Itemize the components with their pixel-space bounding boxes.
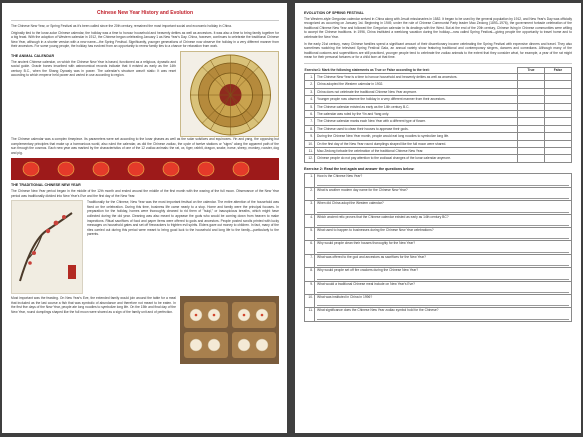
- traditional-new-year-paragraph-3: Most important was the feasting. On New Year's Eve, the extended family would join around the table for a meal that included as the last course a fish that was symbolic of abundance and therefore not meant to be eaten. In the first five days of the New Year, people ate long noodles to symbolize long life. On the 15th and final day of the New Year, round dumplings shaped like the full moon were shared as a sign of the family unit and of perfection.: [11, 296, 176, 314]
- statement-row: [305, 148, 572, 155]
- question-number: 1.: [305, 174, 315, 187]
- question-text: What was offered to the god and ancestors as sacrifices for the New Year?: [317, 254, 426, 259]
- dumplings-image: [180, 296, 279, 364]
- statement-row: [305, 140, 572, 147]
- statement-number: 1.: [305, 73, 315, 80]
- section-heading-animal-calendar: THE ANIMAL CALENDAR: [11, 53, 55, 58]
- true-column-header: True: [518, 67, 545, 73]
- statement-number: 2.: [305, 81, 315, 88]
- statement-number: 5.: [305, 103, 315, 110]
- question-number: 5.: [305, 227, 315, 240]
- statement-text: The calendar was ruled by the Yin and Yang only.: [315, 110, 518, 117]
- title-divider: [11, 20, 279, 21]
- false-answer-cell[interactable]: [545, 103, 572, 110]
- animal-calendar-paragraph-2: The Chinese calendar was a complex timepiece. Its parameters were set according to the lunar phases as well as the solar solstices and equinoxes. Yin and yang, the opposing but complementary principles that make up a harmonious world, also ruled the calendar, as did the Chinese zodiac, the cycle of twelve stations or "signs" along the apparent path of the sun through the cosmos. Each new year was marked by the characteristics of one of the 12 zodiac animals: the rat, ox, tiger, rabbit, dragon, snake, horse, sheep, monkey, rooster, dog and pig.: [11, 136, 279, 155]
- answer-line[interactable]: [317, 300, 569, 306]
- statement-row: [305, 73, 572, 80]
- statement-number: 11.: [305, 148, 315, 155]
- statement-row: [305, 110, 572, 117]
- question-text: How is the Chinese New Year?: [317, 174, 363, 179]
- answer-line[interactable]: [317, 313, 569, 319]
- question-text: What was instituted in China in 1996?: [317, 294, 373, 299]
- animal-calendar-section: [11, 51, 279, 137]
- statement-text: The Chinese calendar existed as early as the 14th century B.C.: [315, 103, 518, 110]
- question-text: What used to happen to businesses during the Chinese New Year celebrations?: [317, 227, 434, 232]
- question-number: 9.: [305, 281, 315, 294]
- statement-row: [305, 88, 572, 95]
- true-answer-cell[interactable]: [518, 118, 545, 125]
- true-answer-cell[interactable]: [518, 155, 545, 162]
- intro-paragraph: The Chinese New Year, or Spring Festival as it's been called since the 20th century, remained the most important social and economic holiday in China.: [11, 24, 232, 28]
- statement-number: 8.: [305, 125, 315, 132]
- true-answer-cell[interactable]: [518, 81, 545, 88]
- document-title: Chinese New Year History and Evolution: [96, 10, 194, 16]
- statement-row: [305, 155, 572, 162]
- statement-row: [305, 125, 572, 132]
- question-number: 2.: [305, 187, 315, 200]
- question-row: [305, 201, 572, 214]
- true-answer-cell[interactable]: [518, 88, 545, 95]
- exercise-1-heading: Exercise1: Mark the following statements as True or False according to the text:: [304, 67, 430, 72]
- answer-line[interactable]: [317, 179, 569, 185]
- lantern-banner-image: [11, 158, 279, 180]
- question-text: What is another modern day name for the Chinese New Year?: [317, 187, 408, 192]
- question-row: [305, 227, 572, 240]
- statement-text: During the Chinese New Year month, people would eat long noodles to symbolize long life.: [315, 133, 518, 140]
- false-answer-cell[interactable]: [545, 118, 572, 125]
- question-text: What significance does the Chinese New Year zodiac symbol hold for the Chinese?: [317, 308, 439, 313]
- question-row: [305, 268, 572, 281]
- question-row: [305, 254, 572, 267]
- statement-number: 12.: [305, 155, 315, 162]
- answer-line[interactable]: [317, 220, 569, 226]
- question-row: [305, 241, 572, 254]
- section-heading-traditional-new-year: THE TRADITIONAL CHINESE NEW YEAR: [11, 183, 81, 188]
- question-number: 3.: [305, 201, 315, 214]
- question-row: [305, 187, 572, 200]
- traditional-new-year-paragraph-1: The Chinese New Year period began in the middle of the 12th month and ended around the middle of the first month with the waxing of the full moon. Observance of the New Year period was traditionally divided into New Year's Eve and the first day of the New Year.: [11, 188, 279, 198]
- statement-number: 9.: [305, 133, 315, 140]
- question-row: [305, 308, 572, 321]
- questions-table: [304, 173, 572, 321]
- true-answer-cell[interactable]: [518, 133, 545, 140]
- answer-line[interactable]: [317, 193, 569, 199]
- statement-text: The Chinese New Year is a time to honour household and heavenly deities as well as ancestors.: [315, 73, 518, 80]
- answer-line[interactable]: [317, 260, 569, 266]
- animal-calendar-paragraph-1: The ancient Chinese calendar, on which the Chinese New Year is based, functioned as a religious, dynastic and social guide. Oracle bones inscribed with astronomical records indicate that it existed as early as the 14th century B.C., when the Shang Dynasty was in power. The calendar's structure wasn't static: It was reset according to which emperor held power and varied in use according to region.: [11, 59, 176, 78]
- answer-line[interactable]: [317, 246, 569, 252]
- statement-row: [305, 118, 572, 125]
- false-answer-cell[interactable]: [545, 73, 572, 80]
- ink-painting-image: [11, 200, 83, 294]
- traditions-section: [11, 200, 279, 294]
- false-answer-cell[interactable]: [545, 96, 572, 103]
- statement-number: 3.: [305, 88, 315, 95]
- section-heading-evolution: EVOLUTION OF SPRING FESTIVAL: [304, 11, 364, 15]
- statement-text: Younger people now observe the holiday in a very different manner from their ancestors.: [315, 96, 518, 103]
- question-number: 6.: [305, 241, 315, 254]
- question-row: [305, 294, 572, 307]
- false-answer-cell[interactable]: [545, 148, 572, 155]
- evolution-paragraph-2: In the early 21st century, many Chinese families spend a significant amount of their discretionary income celebrating the Spring Festival with expensive dinners and travel. They also sometimes watching the televised Spring Festival Gala, an annual variety show featuring traditional and contemporary singers, dancers and comedians. Although many of the traditional customs and superstitions are still practiced, younger people tend to celebrate the zodiac animals to the extent that they consider what, for example, a year of the rat might mean for their personal fortunes or for a child born at that time.: [304, 41, 572, 60]
- question-text: Why would people clean their houses thoroughly for the New Year?: [317, 241, 416, 246]
- question-text: Which ancient relic proves that the Chinese calendar existed as early as 14th century BC?: [317, 214, 449, 219]
- statement-number: 10.: [305, 140, 315, 147]
- statement-number: 7.: [305, 118, 315, 125]
- traditional-new-year-paragraph-2: Traditionally for the Chinese, New Year was the most important festival on the calendar. The entire attention of the household was fixed on the celebration. During this time, business life came nearly to a stop. Home and family were the principal focuses. In preparation for the holiday, homes were thoroughly cleaned to rid them of "huiqi," or inauspicious breaths, which might have collected during the old year. Cleaning was also meant to appease the gods who would be coming down from heaven to make inspections. Ritual sacrifices of food and paper items were offered to gods and ancestors. People posted scrolls printed with lucky messages on household gates and set off firecrackers to frighten evil spirits. Elders gave out money to children. In fact, many of the rites carried out during this period were meant to bring good luck to the household and long life to the family—particularly to the parents.: [87, 200, 279, 237]
- statement-row: [305, 133, 572, 140]
- true-answer-cell[interactable]: [518, 140, 545, 147]
- statement-row: [305, 103, 572, 110]
- answer-line[interactable]: [317, 273, 569, 279]
- question-text: What would a traditional Chinese meal include on New Year's Eve?: [317, 281, 415, 286]
- answer-line[interactable]: [317, 233, 569, 239]
- true-answer-cell[interactable]: [518, 125, 545, 132]
- question-text: Why would people set off fire crackers during the Chinese New Year?: [317, 268, 419, 273]
- answer-line[interactable]: [317, 287, 569, 293]
- false-answer-cell[interactable]: [545, 81, 572, 88]
- question-number: 7.: [305, 254, 315, 267]
- false-answer-cell[interactable]: [545, 110, 572, 117]
- question-number: 4.: [305, 214, 315, 227]
- statement-text: Chinese people do not pay attention to the zodiacal changes of the lunar calendar anymore.: [315, 155, 518, 162]
- statement-row: [305, 81, 572, 88]
- statement-text: China adopted the Western calendar in 1902.: [315, 81, 518, 88]
- zodiac-calendar-image: [180, 51, 279, 137]
- false-answer-cell[interactable]: [545, 140, 572, 147]
- false-answer-cell[interactable]: [545, 125, 572, 132]
- true-answer-cell[interactable]: [518, 103, 545, 110]
- question-row: [305, 281, 572, 294]
- history-paragraph: Originally tied to the lunar-solar Chinese calendar, the holiday was a time to honour household and heavenly deities as well as ancestors. It was also a time to bring family together for a big feast. With the adoption of Western calendar in 1912, the Chinese began celebrating January 1 as New Year's Day. China, however, continues to celebrate the traditional Chinese New Year, although in a shorter version with a new name—the Spring Festival. Significantly, younger generations of Chinese now observe the holiday in a very different manner from their ancestors. For some young people, the holiday has evolved from an opportunity to renew family ties to a chance for relaxation from work.: [11, 30, 279, 49]
- true-false-table: [304, 67, 572, 163]
- statement-text: China does not celebrate the traditional Chinese New Year anymore.: [315, 88, 518, 95]
- statement-text: The Chinese used to clean their houses to appease their gods.: [315, 125, 518, 132]
- true-answer-cell[interactable]: [518, 110, 545, 117]
- question-row: [305, 174, 572, 187]
- question-number: 10.: [305, 294, 315, 307]
- question-row: [305, 214, 572, 227]
- question-number: 8.: [305, 268, 315, 281]
- true-answer-cell[interactable]: [518, 96, 545, 103]
- false-answer-cell[interactable]: [545, 133, 572, 140]
- true-answer-cell[interactable]: [518, 148, 545, 155]
- feasting-section: [11, 296, 279, 364]
- exercise-divider: [304, 63, 572, 64]
- statement-row: [305, 96, 572, 103]
- true-answer-cell[interactable]: [518, 73, 545, 80]
- worksheet-page-2: [295, 3, 581, 433]
- statement-number: 4.: [305, 96, 315, 103]
- statement-text: On the first day of the New Year round dumplings shaped like the full moon were shared.: [315, 140, 518, 147]
- question-text: When did China adopt the Western calendar?: [317, 201, 384, 206]
- false-answer-cell[interactable]: [545, 88, 572, 95]
- exercise-2-heading: Exercise 2: Read the text again and answer the questions below:: [304, 166, 415, 171]
- evolution-paragraph-1: The Western-style Gregorian calendar arrived in China along with Jesuit missionaries in 1582. It began to be used by the general population by 1912, and New Year's Day was officially recognized as occurring on January 1st. Beginning in 1949, under the rule of Chinese Communist Party leader Mao Zedong (1893–1976), the government forbade celebration of the traditional Chinese New Year and followed the Gregorian calendar in its dealings with the West. But at the end of the 20th century, Chinese living in Chinese communities were willing to accept the Chinese traditions. In 1996, China instituted a weeklong vacation during the holiday—now called Spring Festival—giving people the opportunity to travel home and to celebrate the New Year.: [304, 16, 572, 39]
- worksheet-page-1: [2, 3, 287, 433]
- false-answer-cell[interactable]: [545, 155, 572, 162]
- statement-text: The Chinese calendar marks each New Year with a different type of flower.: [315, 118, 518, 125]
- answer-line[interactable]: [317, 206, 569, 212]
- question-number: 11.: [305, 308, 315, 321]
- false-column-header: False: [545, 67, 572, 73]
- statement-text: Mao Zedong forbade the celebration of the traditional Chinese New Year.: [315, 148, 518, 155]
- statement-number: 6.: [305, 110, 315, 117]
